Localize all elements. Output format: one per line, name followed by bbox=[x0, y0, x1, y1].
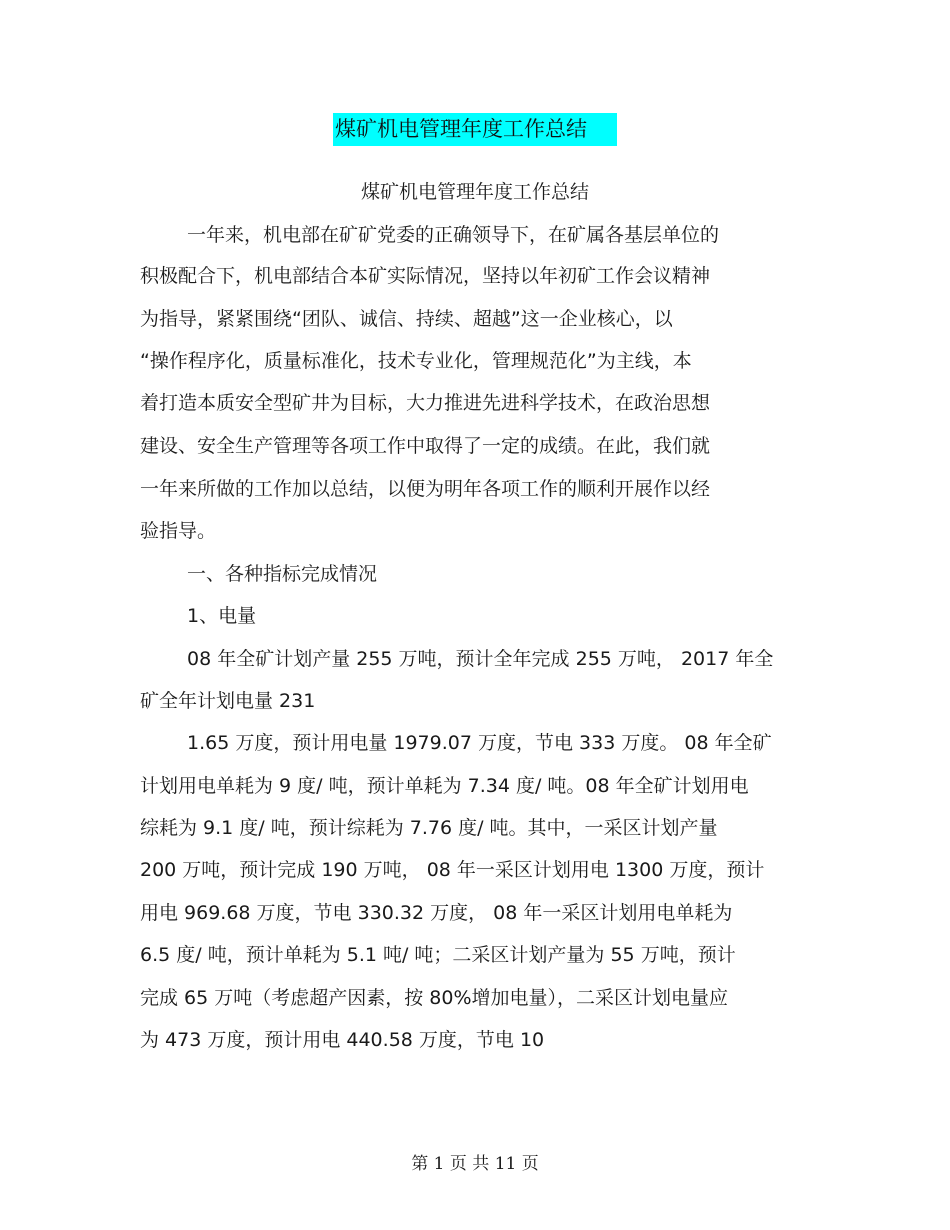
paragraph-line: 综耗为 9.1 度/ 吨，预计综耗为 7.76 度/ 吨。其中，一采区计划产量 bbox=[140, 817, 718, 839]
paragraph-line: 积极配合下，机电部结合本矿实际情况，坚持以年初矿工作会议精神 bbox=[140, 265, 711, 287]
paragraph-line: 建设、安全生产管理等各项工作中取得了一定的成绩。在此，我们就 bbox=[140, 435, 711, 457]
paragraph-line: 用电 969.68 万度，节电 330.32 万度， 08 年一采区计划用电单耗为 bbox=[140, 902, 733, 924]
paragraph-line: 1.65 万度，预计用电量 1979.07 万度，节电 333 万度。 08 年全矿 bbox=[187, 732, 772, 754]
subsection-heading: 1、电量 bbox=[187, 605, 257, 627]
paragraph-line: 计划用电单耗为 9 度/ 吨，预计单耗为 7.34 度/ 吨。08 年全矿计划用电 bbox=[140, 775, 749, 797]
paragraph-line: 完成 65 万吨（考虑超产因素，按 80%增加电量），二采区计划电量应 bbox=[140, 987, 729, 1009]
paragraph-line: “操作程序化，质量标准化，技术专业化，管理规范化”为主线，本 bbox=[140, 350, 692, 372]
title-area bbox=[0, 113, 950, 146]
section-heading: 一、各种指标完成情况 bbox=[187, 563, 378, 585]
page-footer: 第 1 页 共 11 页 bbox=[411, 1154, 539, 1174]
paragraph-line: 一年来所做的工作加以总结，以便为明年各项工作的顺利开展作以经 bbox=[140, 478, 711, 500]
paragraph-line: 为指导，紧紧围绕“团队、诚信、持续、超越”这一企业核心，以 bbox=[140, 308, 673, 330]
document-title: 煤矿机电管理年度工作总结 bbox=[333, 113, 617, 146]
document-subtitle: 煤矿机电管理年度工作总结 bbox=[360, 181, 589, 203]
paragraph-line: 矿全年计划电量 231 bbox=[140, 690, 316, 712]
paragraph-line: 08 年全矿计划产量 255 万吨，预计全年完成 255 万吨， 2017 年全 bbox=[187, 648, 774, 670]
paragraph-line: 200 万吨，预计完成 190 万吨， 08 年一采区计划用电 1300 万度，预计 bbox=[140, 859, 765, 881]
paragraph-line: 一年来，机电部在矿矿党委的正确领导下，在矿属各基层单位的 bbox=[187, 224, 720, 246]
paragraph-line: 为 473 万度，预计用电 440.58 万度，节电 10 bbox=[140, 1029, 545, 1051]
paragraph-line: 6.5 度/ 吨，预计单耗为 5.1 吨/ 吨；二采区计划产量为 55 万吨，预计 bbox=[140, 944, 736, 966]
paragraph-line: 验指导。 bbox=[140, 520, 217, 542]
paragraph-line: 着打造本质安全型矿井为目标，大力推进先进科学技术，在政治思想 bbox=[140, 392, 711, 414]
